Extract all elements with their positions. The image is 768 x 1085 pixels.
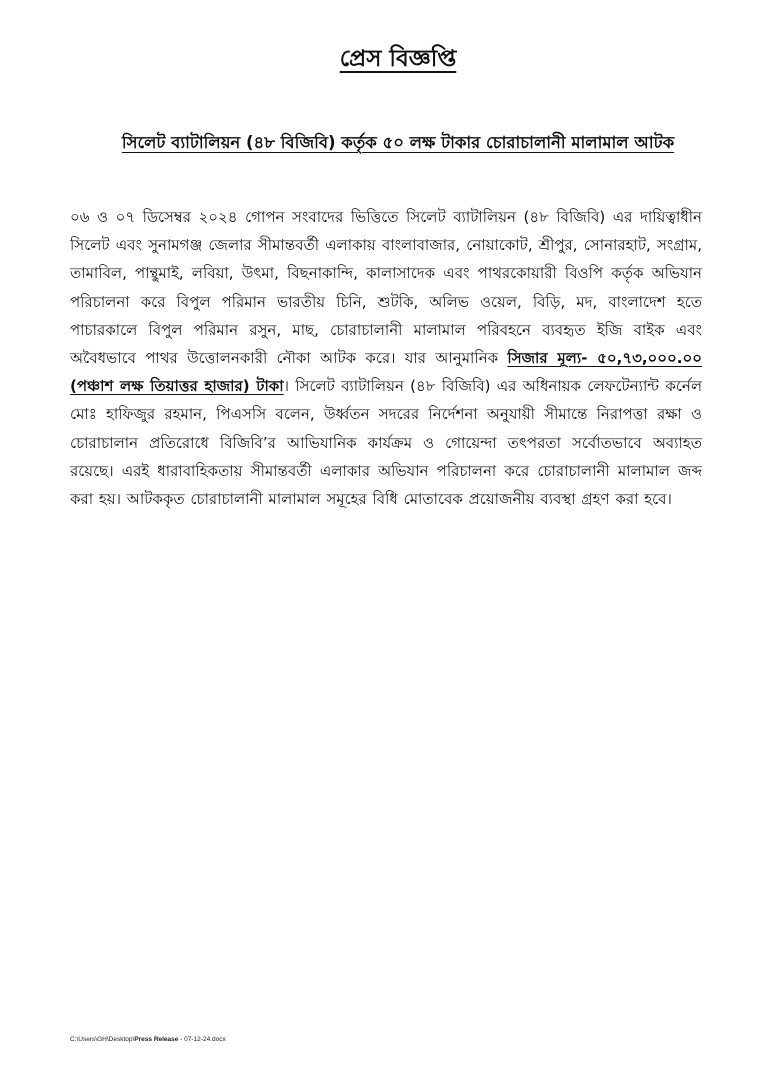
page-title: প্রেস বিজ্ঞপ্তি xyxy=(339,46,457,72)
press-release-body xyxy=(70,203,702,513)
document-file-path-footer xyxy=(70,1035,226,1044)
body-text-before: ০৬ ও ০৭ ডিসেম্বর ২০২৪ গোপন সংবাদের ভিত্তিতে সিলেট ব্যাটালিয়ন (৪৮ বিজিবি) এর দায়িত্বাধীন সিলেট এবং সুনামগঞ্জ জেলার সীমান্তবর্তী এলাকায় বাংলাবাজার, নোয়াকোট, শ্রীপুর, সোনারহাট, সংগ্রাম, তামাবিল, পান্থুমাই, লবিয়া, উৎমা, বিছনাকান্দি, কালাসাদেক এবং পাথরকোয়ারী বিওপি কর্তৃক অভিযান পরিচালনা করে বিপুল পরিমান ভারতীয় চিনি, শুটকি, অলিভ ওয়েল, বিড়ি, মদ, বাংলাদেশ হতে পাচারকালে বিপুল পরিমান রসুন, মাছ, চোরাচালানী মালামাল পরিবহনে ব্যবহৃত ইজি বাইক এবং অবৈধভাবে পাথর উত্তোলনকারী নৌকা আটক করে। যার আনুমানিক xyxy=(70,208,702,368)
footer-path-prefix: C:\Users\GH\Desktop\ xyxy=(70,1036,135,1043)
footer-file-name: Press Release xyxy=(134,1036,179,1043)
seizure-value-highlight: সিজার মূল্য- ৫০,৭৩,০০০.০০ (পঞ্চাশ লক্ষ তিয়াত্তর হাজার) টাকা xyxy=(70,349,702,396)
body-text-after: । সিলেট ব্যাটালিয়ন (৪৮ বিজিবি) এর অধিনায়ক লেফটেন্যান্ট কর্নেল মোঃ হাফিজুর রহমান, পিএসসি বলেন, উর্ধ্বতন সদরের নির্দেশনা অনুযায়ী সীমান্তে নিরাপত্তা রক্ষা ও চোরাচালান প্রতিরোধে বিজিবি’র আভিযানিক কার্যক্রম ও গোয়েন্দা তৎপরতা সর্বোতভাবে অব্যাহত রয়েছে। এরই ধারাবাহিকতায় সীমান্তবর্তী এলাকার অভিযান পরিচালনা করে চোরাচালানী মালামাল জব্দ করা হয়। আটককৃত চোরাচালানী মালামাল সমূহের বিধি মোতাবেক প্রয়োজনীয় ব্যবস্থা গ্রহণ করা হবে। xyxy=(70,377,702,509)
press-release-headline: সিলেট ব্যাটালিয়ন (৪৮ বিজিবি) কর্তৃক ৫০ লক্ষ টাকার চোরাচালানী মালামাল আটক xyxy=(121,133,675,152)
footer-file-suffix: - 07-12-24.docx xyxy=(178,1036,226,1043)
